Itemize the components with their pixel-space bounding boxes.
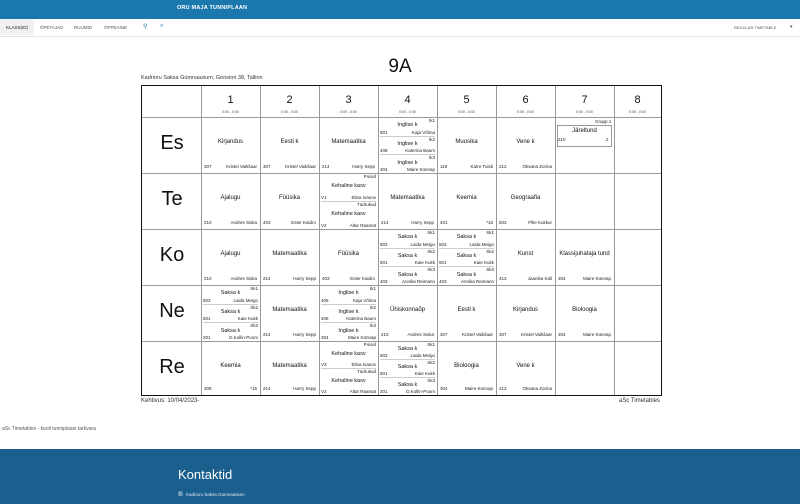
- class-title: 9A: [388, 56, 412, 77]
- lesson-room: 201: [203, 335, 211, 340]
- lesson-subject[interactable]: Ajalugu: [220, 251, 241, 257]
- group-label: Sk3: [250, 323, 258, 329]
- lesson-teacher: Jaanika Kall: [527, 276, 552, 281]
- period-number: 6: [522, 94, 529, 106]
- lesson-subject[interactable]: Inglise k: [338, 309, 359, 315]
- lesson-teacher: D.Kollin-Poom: [229, 335, 258, 340]
- period-number: 8: [634, 94, 641, 106]
- lesson-teacher: Katre Tuisk: [470, 164, 493, 169]
- lesson-subject[interactable]: Kehaline kasv: [331, 211, 366, 217]
- group-label: Sk2: [427, 360, 435, 365]
- lesson-room: 403: [322, 276, 330, 281]
- lesson-room: 413: [499, 276, 507, 281]
- lesson-room: 403: [263, 220, 271, 225]
- lesson-room: 307: [499, 332, 507, 337]
- day-label: Te: [161, 188, 183, 210]
- lesson-subject[interactable]: Inglise k: [397, 141, 418, 147]
- lesson-subject[interactable]: Ühiskonnaõp: [389, 307, 426, 313]
- lesson-subject[interactable]: Keemia: [220, 363, 241, 369]
- lesson-subject[interactable]: Kehaline kasv: [331, 377, 366, 384]
- day-label: Ne: [159, 300, 185, 322]
- lesson-teacher: 2: [606, 137, 609, 142]
- group-label: Tüdrukud: [356, 369, 376, 374]
- lesson-teacher: Maire Künnap: [464, 386, 493, 391]
- contact-title: Kontaktid: [178, 467, 233, 482]
- lesson-subject[interactable]: Saksa k: [220, 290, 241, 297]
- group-label: Sk1: [427, 230, 435, 235]
- lesson-room: 403: [380, 279, 388, 284]
- lesson-room: 214: [263, 276, 271, 281]
- group-label: Ik1: [369, 286, 376, 291]
- group-label: Sk1: [250, 286, 258, 291]
- lesson-teacher: Kaja Võlma: [352, 297, 376, 303]
- lesson-room: 201: [380, 389, 388, 394]
- footer: [0, 449, 800, 504]
- lesson-room: 501: [380, 260, 388, 266]
- lesson-teacher: Kristel Vaikšaar: [462, 332, 493, 337]
- lesson-room: 501: [439, 260, 447, 266]
- lesson-subject[interactable]: Kirjandus: [512, 307, 538, 313]
- period-number: 3: [345, 94, 352, 106]
- contact-address: Kadrioru Saksa Gümnaasium: [186, 492, 245, 497]
- lesson-teacher: Kaie Kukk: [414, 371, 435, 376]
- lesson-subject[interactable]: Saksa k: [397, 253, 418, 259]
- group-label: Sk3: [427, 267, 435, 273]
- lesson-subject[interactable]: Matemaatika: [272, 251, 307, 257]
- group-label: Tüdrukud: [356, 202, 376, 207]
- lesson-room: V3: [321, 362, 327, 367]
- group-label: Poisid: [363, 174, 376, 179]
- pin-icon[interactable]: ⚲: [143, 24, 148, 30]
- day-label: Re: [159, 356, 185, 378]
- subgroup-divider: [380, 154, 435, 155]
- lesson-room: 403: [439, 279, 447, 284]
- lesson-teacher: Altar Raamat: [349, 389, 376, 394]
- lesson-room: 501: [203, 316, 211, 322]
- grid-row-line: [142, 341, 661, 342]
- grid-row-line: [142, 173, 661, 174]
- lesson-teacher: Andres Siska: [230, 276, 257, 281]
- lesson-teacher: Oksana Zorina: [522, 164, 552, 169]
- period-time: 0:00 - 0:00: [340, 110, 357, 114]
- lesson-teacher: Ester Kaidro: [350, 276, 375, 281]
- lesson-subject[interactable]: Saksa k: [397, 346, 418, 352]
- group-label: Grupp 1: [595, 119, 612, 124]
- lesson-room: 501: [380, 129, 388, 135]
- subgroup-divider: [380, 136, 435, 137]
- period-time: 0:00 - 0:00: [399, 110, 416, 114]
- lesson-teacher: Annika Reimann: [460, 279, 494, 284]
- period-number: 1: [227, 94, 234, 106]
- lesson-room: 308: [204, 386, 212, 391]
- lesson-room: 408: [380, 148, 388, 154]
- lesson-teacher: *15: [486, 220, 493, 225]
- group-label: Sk2: [486, 248, 494, 254]
- lesson-teacher: Kaie Kukk: [473, 260, 494, 266]
- grid-column-line: [260, 86, 261, 395]
- lesson-room: 214: [263, 386, 271, 391]
- lesson-room: 210: [558, 137, 566, 142]
- timetable-select[interactable]: REGULAR TIMETABLE: [734, 25, 777, 30]
- lesson-room: 214: [263, 332, 271, 337]
- lesson-room: 304: [558, 276, 566, 281]
- grid-row-line: [142, 285, 661, 286]
- lesson-teacher: Kaie Kukk: [237, 316, 258, 322]
- grid-column-line: [319, 86, 320, 395]
- lesson-room: 401: [440, 220, 448, 225]
- lesson-teacher: Kaie Kukk: [414, 260, 435, 266]
- grid-row-line: [142, 117, 661, 118]
- group-label: Sk1: [486, 230, 494, 235]
- lesson-teacher: *15: [250, 386, 257, 391]
- day-label: Ko: [159, 244, 185, 266]
- nav-bar: [0, 19, 800, 37]
- lesson-subject[interactable]: Matemaatika: [390, 195, 425, 201]
- lesson-teacher: Maire Künnap: [582, 276, 611, 281]
- lesson-teacher: Harry Sepp: [293, 386, 316, 391]
- period-time: 0:00 - 0:00: [576, 110, 593, 114]
- lesson-teacher: Kaja Võlma: [411, 129, 435, 135]
- lesson-subject[interactable]: Kirjandus: [217, 139, 243, 145]
- lesson-teacher: Laida Meigo: [233, 297, 258, 303]
- lesson-teacher: Kristel Vaikšaar: [285, 164, 316, 169]
- lesson-teacher: Laida Meigo: [410, 241, 435, 247]
- search-icon[interactable]: ⌕: [160, 23, 164, 29]
- lesson-subject[interactable]: Saksa k: [397, 234, 418, 241]
- lesson-subject[interactable]: Muusika: [455, 139, 478, 145]
- lesson-room: 501: [380, 371, 388, 376]
- lesson-room: 214: [322, 164, 330, 169]
- group-label: Sk3: [486, 267, 494, 273]
- lesson-room: V2: [321, 389, 327, 394]
- lesson-room: 304: [440, 386, 448, 391]
- lesson-teacher: Altar Raamat: [349, 223, 376, 228]
- lesson-subject[interactable]: Saksa k: [456, 234, 477, 241]
- subgroup-divider: [321, 304, 376, 305]
- lesson-subject[interactable]: Ajalugu: [220, 195, 241, 201]
- lesson-subject[interactable]: Järeltund: [572, 128, 597, 134]
- period-number: 2: [286, 94, 293, 106]
- lesson-subject[interactable]: Geograafia: [510, 195, 541, 201]
- lesson-room: 304: [321, 335, 329, 340]
- lesson-room: 304: [558, 332, 566, 337]
- lesson-subject[interactable]: Inglise k: [397, 159, 418, 166]
- lesson-subject[interactable]: Kunst: [517, 251, 534, 257]
- lesson-teacher: Harry Sepp: [411, 220, 434, 225]
- lesson-teacher: Katerina Baum: [346, 316, 376, 322]
- lesson-subject[interactable]: Matemaatika: [272, 307, 307, 313]
- school-address: Kadrioru Saksa Gümnaasium, Gonsiori 38, Tallinn: [141, 75, 263, 81]
- lesson-subject[interactable]: Inglise k: [338, 290, 359, 297]
- lesson-teacher: Andres Siska: [407, 332, 434, 337]
- lesson-teacher: Kristel Vaikšaar: [226, 164, 257, 169]
- period-time: 0:00 - 0:00: [517, 110, 534, 114]
- group-label: Sk3: [427, 378, 435, 383]
- lesson-room: 210: [204, 276, 212, 281]
- lesson-room: 503: [439, 241, 447, 247]
- lesson-subject[interactable]: Inglise k: [338, 327, 359, 334]
- lesson-teacher: Laida Meigo: [469, 241, 494, 247]
- group-label: Ik2: [428, 136, 435, 142]
- lesson-room: 214: [381, 220, 389, 225]
- lesson-subject[interactable]: Eesti k: [280, 139, 299, 145]
- building-icon: ▥: [178, 491, 183, 497]
- lesson-room: 119: [440, 164, 448, 169]
- tab-subjects[interactable]: ÕPPEAINE: [104, 25, 128, 30]
- lesson-teacher: Elina Ivanov: [351, 362, 376, 367]
- lesson-teacher: Andres Siska: [230, 220, 257, 225]
- lesson-room: 307: [204, 164, 212, 169]
- lesson-room: 406: [321, 297, 329, 303]
- grid-column-line: [437, 86, 438, 395]
- app-title: ORU MAJA TUNNIPLAAN: [177, 5, 248, 11]
- lesson-room: 307: [440, 332, 448, 337]
- period-number: 7: [581, 94, 588, 106]
- lesson-subject[interactable]: Vene k: [516, 139, 535, 145]
- lesson-teacher: Kristel Vaikšaar: [521, 332, 552, 337]
- grid-row-line: [142, 229, 661, 230]
- lesson-room: 408: [321, 316, 329, 322]
- day-label: Es: [160, 132, 184, 154]
- period-time: 0:00 - 0:00: [458, 110, 475, 114]
- lesson-room: 503: [203, 297, 211, 303]
- group-label: Ik3: [428, 155, 435, 161]
- lesson-room: 212: [499, 386, 507, 391]
- lesson-room: 212: [499, 164, 507, 169]
- lesson-room: V1: [321, 195, 327, 200]
- period-time: 0:00 - 0:00: [222, 110, 239, 114]
- lesson-subject[interactable]: Füüsika: [337, 251, 359, 257]
- group-label: Sk2: [250, 304, 258, 310]
- lesson-subject[interactable]: Klassijuhataja tund: [559, 251, 610, 257]
- lesson-subject[interactable]: Inglise k: [397, 122, 418, 129]
- grid-column-line: [496, 86, 497, 395]
- lesson-subject[interactable]: Füüsika: [278, 195, 300, 201]
- tab-rooms[interactable]: RUUMID: [74, 25, 92, 30]
- lesson-subject[interactable]: Matemaatika: [331, 139, 366, 145]
- lesson-subject[interactable]: Keemia: [456, 195, 477, 201]
- lesson-room: 210: [381, 332, 389, 337]
- asc-label: aSc Timetables: [619, 398, 661, 404]
- tab-teachers[interactable]: ÕPETAJAD: [40, 25, 64, 30]
- lesson-teacher: Elina Ivanov: [351, 195, 376, 200]
- lesson-subject[interactable]: Kehaline kasv: [331, 183, 366, 189]
- lesson-teacher: Harry Sepp: [352, 164, 375, 169]
- lesson-teacher: D.Kollin-Poom: [406, 389, 435, 394]
- lesson-room: 503: [380, 241, 388, 247]
- group-label: Sk2: [427, 248, 435, 254]
- group-label: Ik3: [369, 323, 376, 329]
- lesson-subject[interactable]: Saksa k: [397, 271, 418, 278]
- lesson-subject[interactable]: Bioloogia: [454, 363, 479, 369]
- lesson-subject[interactable]: Vene k: [516, 363, 535, 369]
- lesson-teacher: Maire Künnap: [347, 335, 376, 340]
- lesson-room: 503: [380, 353, 388, 358]
- lesson-room: 304: [380, 167, 388, 172]
- lesson-subject[interactable]: Eesti k: [457, 307, 476, 313]
- lesson-subject[interactable]: Kehaline kasv: [331, 350, 366, 357]
- lesson-teacher: Harry Sepp: [293, 276, 316, 281]
- lesson-teacher: Laida Meigo: [410, 353, 435, 358]
- lesson-teacher: Harry Sepp: [293, 332, 316, 337]
- period-number: 4: [404, 94, 411, 106]
- lesson-subject[interactable]: Saksa k: [220, 309, 241, 315]
- chevron-down-icon[interactable]: ▾: [790, 24, 793, 30]
- lesson-teacher: Maire Künnap: [582, 332, 611, 337]
- lesson-room: V2: [321, 223, 327, 228]
- lesson-subject[interactable]: Saksa k: [397, 364, 418, 370]
- lesson-subject[interactable]: Saksa k: [220, 327, 241, 334]
- lesson-subject[interactable]: Saksa k: [456, 271, 477, 278]
- lesson-room: 210: [204, 220, 212, 225]
- period-time: 0:00 - 0:00: [629, 110, 646, 114]
- lesson-teacher: Katerina Baum: [405, 148, 435, 154]
- lesson-teacher: Ester Kaidro: [291, 220, 316, 225]
- lesson-room: 503: [499, 220, 507, 225]
- group-label: Ik2: [369, 304, 376, 310]
- software-credit[interactable]: aSc Timetables - kooli tunniplaani tarkvara: [2, 426, 96, 432]
- lesson-subject[interactable]: Matemaatika: [272, 363, 307, 369]
- subgroup-divider: [321, 322, 376, 323]
- period-time: 0:00 - 0:00: [281, 110, 298, 114]
- group-label: Sk1: [427, 342, 435, 347]
- lesson-subject[interactable]: Bioloogia: [572, 307, 597, 313]
- timetable-grid: [141, 85, 662, 396]
- tab-classes[interactable]: KLASS(ID): [0, 19, 34, 35]
- lesson-room: 307: [263, 164, 271, 169]
- lesson-subject[interactable]: Saksa k: [397, 382, 418, 388]
- top-bar: [0, 0, 800, 19]
- grid-column-line: [614, 86, 615, 395]
- lesson-teacher: Maire Künnap: [406, 167, 435, 172]
- valid-from: Kehtivus: 10/04/2023-: [141, 398, 200, 404]
- group-label: Ik1: [428, 118, 435, 123]
- lesson-teacher: Pille Kukkur: [528, 220, 552, 225]
- lesson-subject[interactable]: Saksa k: [456, 253, 477, 259]
- lesson-teacher: Oksana Zorina: [522, 386, 552, 391]
- group-label: Poisid: [363, 342, 376, 347]
- lesson-teacher: Annika Reimann: [401, 279, 435, 284]
- period-number: 5: [463, 94, 470, 106]
